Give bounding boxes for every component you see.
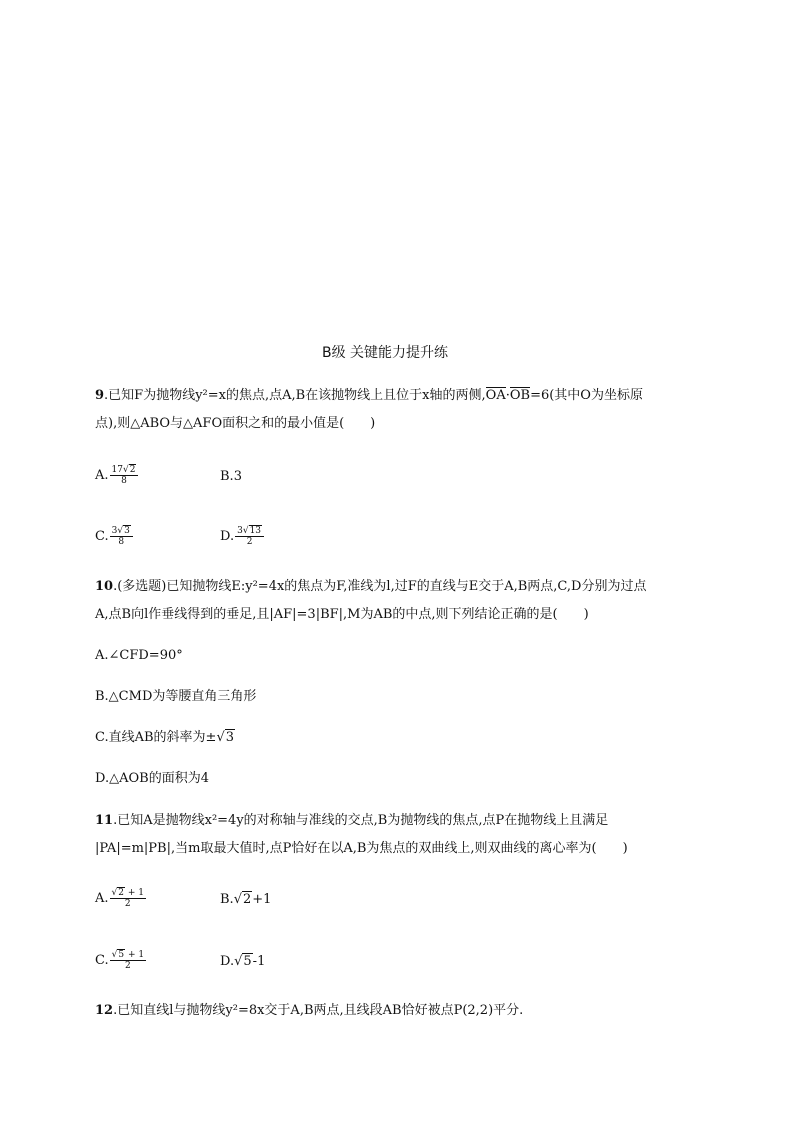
option-label: C. (95, 529, 109, 544)
option-tail: +1 (252, 892, 272, 907)
q11-option-b (220, 890, 271, 910)
option-label: C. (95, 953, 109, 968)
q12-text-1: .已知直线l与抛物线y²=8x交于A,B两点,且线段AB恰好被点P(2,2)平分. (113, 1003, 524, 1018)
option-tail: -1 (252, 954, 266, 969)
q10-line1 (95, 577, 646, 597)
option-label: D. (220, 954, 235, 969)
q10-number: 10 (95, 579, 114, 594)
q9-option-b (220, 467, 242, 487)
option-label: B. (220, 469, 234, 484)
option-label: B. (220, 892, 234, 907)
q10-option-c (95, 728, 235, 748)
q11-number: 11 (95, 813, 114, 828)
q11-line2: |PA|=m|PB|,当m取最大值时,点P恰好在以A,B为焦点的双曲线上,则双曲线的离心率为( ) (95, 841, 628, 856)
sqrt: √3 (216, 730, 235, 745)
option-label: D. (220, 529, 235, 544)
fraction: $\frac{3√13}{2}$ (235, 526, 264, 547)
q9-number: 9 (95, 388, 105, 403)
q9-vector-ob: OB (509, 388, 531, 403)
option-label: A. (95, 891, 109, 906)
option-text: 3 (233, 469, 242, 484)
q9-option-d (220, 526, 264, 547)
q9-dot: · (505, 388, 510, 403)
q9-option-c (95, 526, 133, 547)
fraction: $\frac{√5 + 1}{2}$ (111, 950, 145, 971)
option-label: A. (95, 468, 109, 483)
fraction: $\frac{17√2}{8}$ (110, 465, 139, 486)
q12-number: 12 (95, 1003, 114, 1018)
q9-line1 (95, 386, 643, 406)
q11-option-c (95, 950, 146, 971)
q9-line2: 点),则△ABO与△AFO面积之和的最小值是( ) (95, 416, 376, 431)
q9-text-1-tail: =6(其中O为坐标原 (530, 388, 643, 403)
section-title: B级 关键能力提升练 (322, 345, 449, 361)
q11-option-d (220, 952, 265, 972)
q11-option-a (95, 888, 146, 909)
q9-text-1: .已知F为抛物线y²=x的焦点,点A,B在该抛物线上且位于x轴的两侧, (104, 388, 486, 403)
sqrt: √2 (233, 892, 252, 907)
q11-line1 (95, 811, 608, 831)
q10-option-a: A.∠CFD=90° (95, 648, 183, 663)
q11-text-1: .已知A是抛物线x²=4y的对称轴与准线的交点,B为抛物线的焦点,点P在抛物线上且满足 (113, 813, 609, 828)
q10-line2: A,点B向l作垂线得到的垂足,且|AF|=3|BF|,M为AB的中点,则下列结论正确的是( ) (95, 607, 589, 622)
sqrt: √5 (234, 954, 252, 969)
q10-option-d: D.△AOB的面积为4 (95, 771, 209, 786)
q10-option-b: B.△CMD为等腰直角三角形 (95, 689, 257, 704)
q12-line1 (95, 1001, 523, 1021)
q9-option-a (95, 465, 138, 486)
fraction: $\frac{√2 + 1}{2}$ (111, 888, 145, 909)
fraction: $\frac{3√3}{8}$ (110, 526, 133, 547)
option-text: C.直线AB的斜率为± (95, 730, 217, 745)
q10-text-1: .(多选题)已知抛物线E:y²=4x的焦点为F,准线为l,过F的直线与E交于A,B两点,C,D分别为过点 (113, 579, 647, 594)
q9-vector-oa: OA (485, 388, 506, 403)
